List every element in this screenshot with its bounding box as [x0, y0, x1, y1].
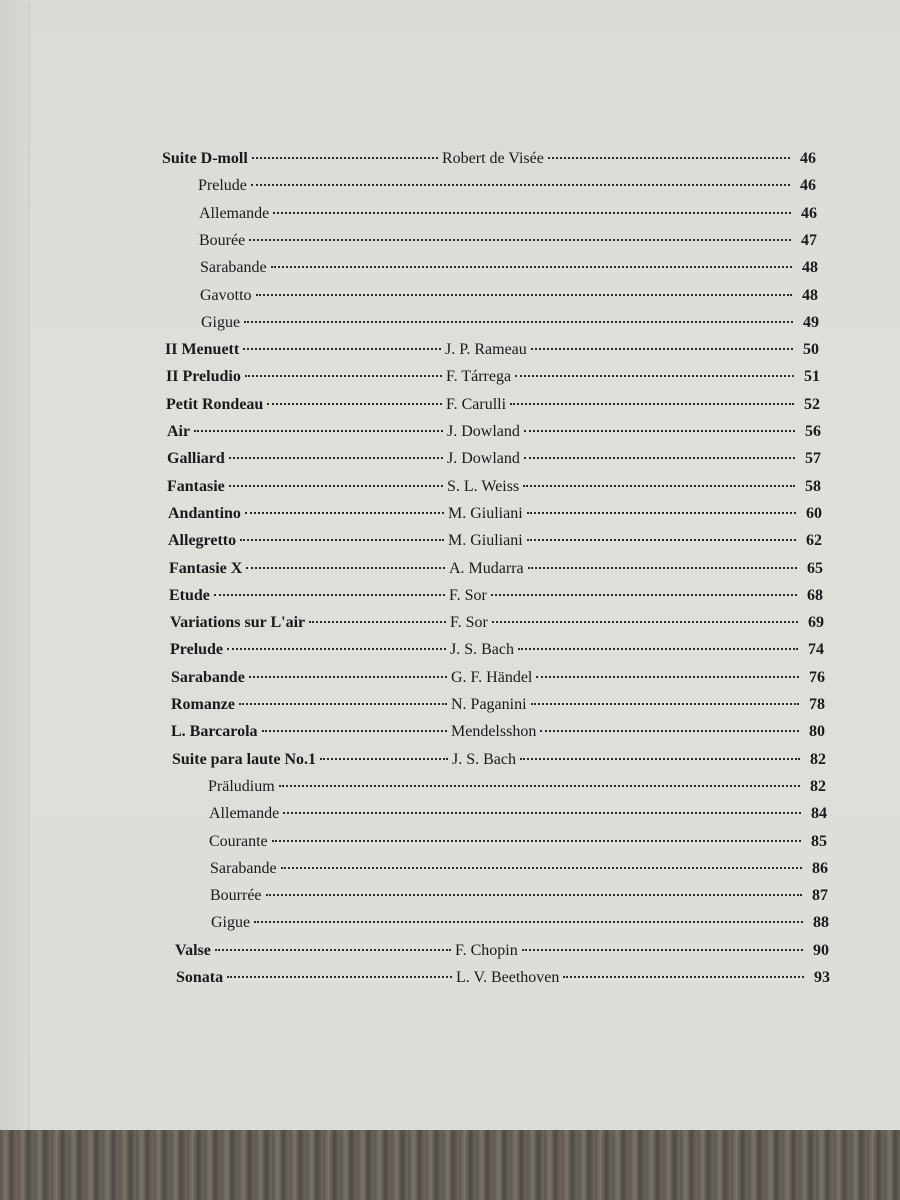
dot-leader	[522, 948, 803, 951]
dot-leader	[540, 729, 799, 732]
dot-leader	[523, 484, 795, 487]
toc-subentry	[210, 887, 828, 913]
toc-entry	[171, 723, 825, 749]
entry-title: Allemande	[199, 204, 270, 222]
dot-leader	[240, 538, 444, 541]
dot-leader	[245, 511, 444, 514]
entry-title: Variations sur L'air	[170, 614, 306, 632]
entry-page-number: 90	[813, 941, 829, 959]
entry-title: Etude	[169, 586, 210, 604]
toc-subentry	[199, 205, 817, 231]
entry-page-number: 68	[807, 586, 823, 604]
dot-leader	[531, 702, 799, 705]
dot-leader	[244, 320, 793, 323]
dot-leader	[262, 729, 447, 732]
entry-page-number: 56	[805, 423, 821, 440]
entry-page-number: 60	[806, 504, 822, 522]
entry-page-number: 76	[809, 668, 825, 686]
entry-title: Courante	[209, 832, 268, 850]
toc-subentry	[199, 232, 817, 258]
toc-entry	[171, 696, 825, 722]
entry-composer: L. V. Beethoven	[456, 969, 560, 986]
toc-entry	[165, 341, 819, 367]
toc-subentry	[209, 805, 827, 831]
entry-composer: M. Giuliani	[448, 504, 523, 522]
entry-page-number: 51	[804, 368, 820, 386]
dot-leader	[271, 265, 792, 268]
dot-leader	[524, 429, 795, 432]
entry-page-number: 88	[813, 914, 829, 932]
toc-subentry	[200, 259, 818, 285]
dot-leader	[239, 702, 447, 705]
dot-leader	[492, 620, 798, 623]
entry-composer: J. P. Rameau	[445, 341, 527, 359]
book-page	[30, 0, 900, 1130]
dot-leader	[227, 975, 452, 978]
entry-title: Galliard	[167, 450, 225, 468]
entry-page-number: 78	[809, 696, 825, 713]
toc-subentry	[201, 314, 819, 340]
toc-subentry	[200, 287, 818, 313]
dot-leader	[267, 402, 442, 405]
entry-page-number: 52	[804, 395, 820, 413]
entry-composer: A. Mudarra	[449, 559, 524, 577]
entry-title: Suite D-moll	[162, 150, 248, 167]
entry-page-number: 46	[801, 204, 817, 222]
page-left-edge	[0, 0, 30, 1150]
entry-title: Bourrée	[210, 887, 262, 905]
dot-leader	[524, 456, 795, 459]
dot-leader	[229, 456, 443, 459]
entry-title: Sonata	[176, 969, 224, 986]
entry-title: II Menuett	[165, 341, 240, 359]
toc-entry	[166, 368, 820, 394]
entry-title: Sarabande	[210, 859, 277, 877]
toc-entry	[168, 505, 822, 531]
table-surface	[0, 1130, 900, 1200]
entry-title: Andantino	[168, 504, 241, 522]
entry-title: Gigue	[211, 914, 251, 932]
dot-leader	[256, 293, 792, 296]
entry-title: Gavotto	[200, 286, 252, 304]
entry-page-number: 82	[810, 750, 826, 768]
entry-composer: F. Sor	[449, 586, 487, 604]
entry-title: II Preludio	[166, 368, 241, 386]
toc-entry	[172, 751, 826, 777]
dot-leader	[491, 593, 797, 596]
entry-title: Suite para laute No.1	[172, 750, 316, 768]
toc-entry	[169, 560, 823, 586]
entry-composer: S. L. Weiss	[447, 477, 520, 495]
entry-title: Romanze	[171, 696, 235, 713]
entry-page-number: 86	[812, 859, 828, 877]
dot-leader	[215, 948, 451, 951]
entry-composer: F. Carulli	[446, 395, 507, 413]
entry-title: Valse	[175, 941, 211, 959]
dot-leader	[229, 484, 443, 487]
toc-subentry	[198, 177, 816, 203]
dot-leader	[273, 211, 791, 214]
entry-composer: N. Paganini	[451, 696, 527, 713]
dot-leader	[252, 156, 438, 159]
toc-entry	[166, 396, 820, 422]
entry-page-number: 48	[802, 286, 818, 304]
toc-entry	[162, 150, 816, 176]
dot-leader	[246, 566, 445, 569]
entry-title: Gigue	[201, 313, 241, 331]
entry-page-number: 57	[805, 450, 821, 468]
dot-leader	[518, 647, 798, 650]
entry-page-number: 46	[800, 177, 816, 195]
toc-entry	[167, 478, 821, 504]
dot-leader	[243, 347, 441, 350]
entry-page-number: 50	[803, 341, 819, 359]
entry-composer: M. Giuliani	[448, 532, 523, 550]
toc-entry	[170, 641, 824, 667]
toc-entry	[176, 969, 830, 995]
entry-page-number: 85	[811, 832, 827, 850]
dot-leader	[528, 566, 797, 569]
dot-leader	[272, 839, 801, 842]
entry-page-number: 69	[808, 614, 824, 632]
toc-entry	[170, 614, 824, 640]
entry-page-number: 87	[812, 887, 828, 905]
dot-leader	[520, 757, 800, 760]
entry-title: Fantasie X	[169, 559, 243, 577]
entry-page-number: 62	[806, 532, 822, 550]
dot-leader	[266, 893, 802, 896]
entry-page-number: 93	[814, 969, 830, 986]
entry-page-number: 48	[802, 259, 818, 277]
entry-page-number: 47	[801, 231, 817, 249]
toc-subentry	[209, 833, 827, 859]
entry-title: Bourée	[199, 231, 246, 249]
entry-composer: Robert de Visée	[442, 150, 544, 167]
entry-title: Sarabande	[171, 668, 245, 686]
toc-entry	[167, 423, 821, 449]
dot-leader	[531, 347, 793, 350]
entry-title: L. Barcarola	[171, 723, 258, 741]
entry-composer: J. Dowland	[447, 423, 520, 440]
entry-title: Allemande	[209, 805, 280, 823]
entry-title: Fantasie	[167, 477, 225, 495]
entry-composer: F. Sor	[450, 614, 488, 632]
entry-composer: Mendelsshon	[451, 723, 537, 741]
dot-leader	[510, 402, 794, 405]
dot-leader	[548, 156, 790, 159]
toc-entry	[169, 587, 823, 613]
toc-entry	[167, 450, 821, 476]
dot-leader	[309, 620, 446, 623]
entry-title: Prelude	[170, 641, 224, 659]
dot-leader	[281, 866, 802, 869]
toc-subentry	[210, 860, 828, 886]
toc-subentry	[211, 914, 829, 940]
dot-leader	[563, 975, 804, 978]
entry-page-number: 49	[803, 313, 819, 331]
dot-leader	[251, 183, 790, 186]
entry-page-number: 82	[810, 777, 826, 795]
dot-leader	[249, 238, 791, 241]
entry-composer: F. Tárrega	[446, 368, 512, 386]
entry-page-number: 46	[800, 150, 816, 167]
entry-title: Sarabande	[200, 259, 267, 277]
entry-composer: J. S. Bach	[450, 641, 514, 659]
dot-leader	[279, 784, 800, 787]
dot-leader	[320, 757, 448, 760]
entry-composer: J. S. Bach	[452, 750, 516, 768]
toc-entry	[168, 532, 822, 558]
entry-title: Petit Rondeau	[166, 395, 264, 413]
entry-title: Allegretto	[168, 532, 237, 550]
entry-composer: G. F. Händel	[451, 668, 533, 686]
entry-page-number: 74	[808, 641, 824, 659]
toc-subentry	[208, 778, 826, 804]
dot-leader	[249, 675, 447, 678]
dot-leader	[527, 511, 796, 514]
toc-entry	[171, 669, 825, 695]
entry-composer: F. Chopin	[455, 941, 518, 959]
entry-title: Air	[167, 423, 191, 440]
entry-page-number: 80	[809, 723, 825, 741]
dot-leader	[536, 675, 799, 678]
dot-leader	[527, 538, 796, 541]
dot-leader	[283, 811, 801, 814]
entry-title: Prelude	[198, 177, 247, 195]
dot-leader	[214, 593, 445, 596]
entry-page-number: 58	[805, 477, 821, 495]
entry-composer: J. Dowland	[447, 450, 520, 468]
dot-leader	[515, 374, 794, 377]
entry-page-number: 84	[811, 805, 827, 823]
entry-title: Präludium	[208, 777, 275, 795]
dot-leader	[254, 920, 803, 923]
toc-entry	[175, 942, 829, 968]
dot-leader	[227, 647, 446, 650]
dot-leader	[245, 374, 442, 377]
dot-leader	[194, 429, 443, 432]
entry-page-number: 65	[807, 559, 823, 577]
